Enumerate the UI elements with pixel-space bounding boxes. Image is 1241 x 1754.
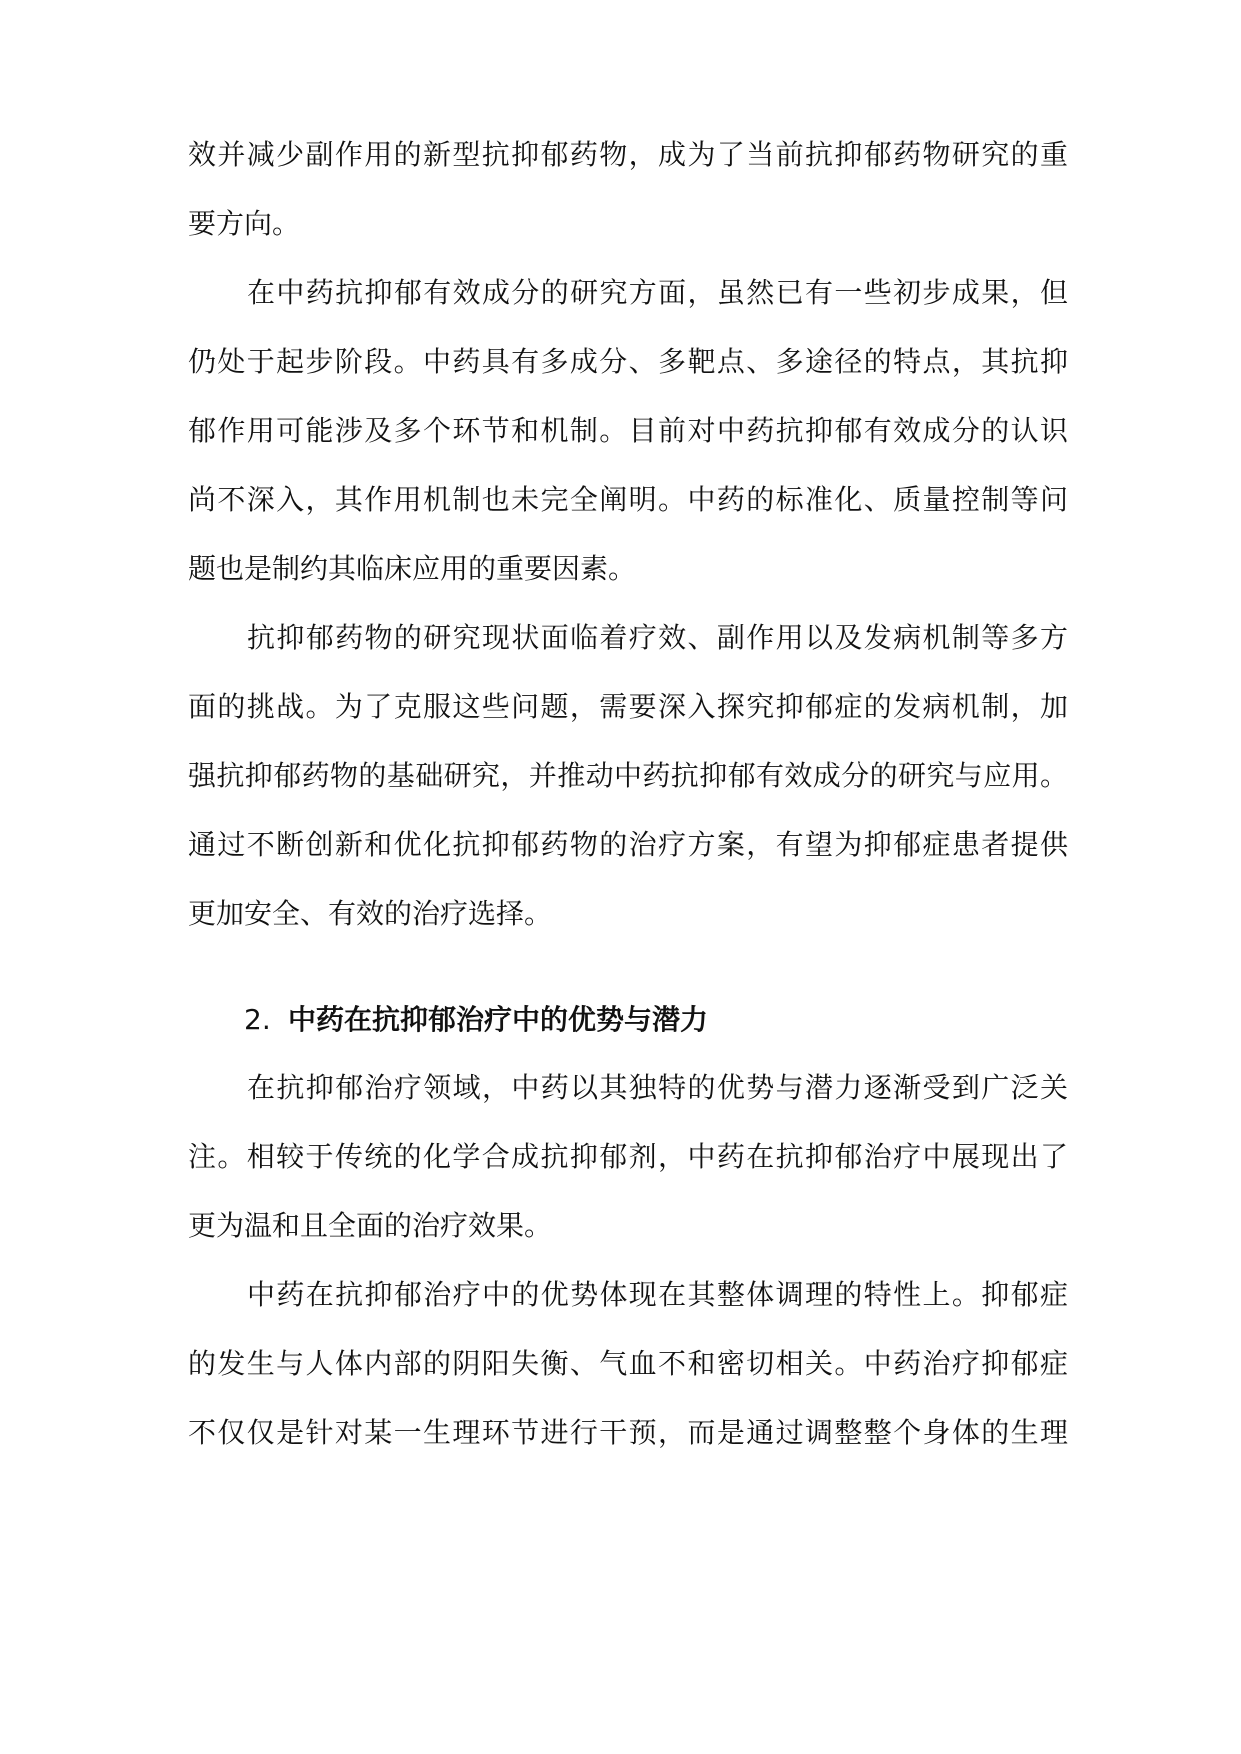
paragraph-line: 尚不深入，其作用机制也未完全阐明。中药的标准化、质量控制等问 [188, 483, 1068, 516]
paragraph-line: 面的挑战。为了克服这些问题，需要深入探究抑郁症的发病机制，加 [188, 690, 1068, 723]
paragraph-line: 题也是制约其临床应用的重要因素。 [188, 552, 637, 585]
paragraph-line: 更加安全、有效的治疗选择。 [188, 897, 553, 930]
paragraph-line: 效并减少副作用的新型抗抑郁药物，成为了当前抗抑郁药物研究的重 [188, 138, 1068, 171]
paragraph-line: 中药在抗抑郁治疗中的优势体现在其整体调理的特性上。抑郁症 [247, 1278, 1068, 1311]
paragraph-line: 的发生与人体内部的阴阳失衡、气血不和密切相关。中药治疗抑郁症 [188, 1347, 1068, 1380]
paragraph-line: 抗抑郁药物的研究现状面临着疗效、副作用以及发病机制等多方 [247, 621, 1068, 654]
paragraph-line: 在抗抑郁治疗领域，中药以其独特的优势与潜力逐渐受到广泛关 [247, 1071, 1068, 1104]
paragraph-line: 更为温和且全面的治疗效果。 [188, 1209, 553, 1242]
section-heading [244, 998, 944, 1042]
paragraph-line: 仍处于起步阶段。中药具有多成分、多靶点、多途径的特点，其抗抑 [188, 345, 1068, 378]
paragraph-line: 通过不断创新和优化抗抑郁药物的治疗方案，有望为抑郁症患者提供 [188, 828, 1068, 861]
paragraph-line: 在中药抗抑郁有效成分的研究方面，虽然已有一些初步成果，但 [247, 276, 1068, 309]
paragraph-line: 强抗抑郁药物的基础研究，并推动中药抗抑郁有效成分的研究与应用。 [188, 759, 1068, 792]
section-title: 中药在抗抑郁治疗中的优势与潜力 [288, 1003, 709, 1036]
paragraph-line: 要方向。 [188, 207, 301, 240]
paragraph-line: 郁作用可能涉及多个环节和机制。目前对中药抗抑郁有效成分的认识 [188, 414, 1068, 447]
paragraph-line: 不仅仅是针对某一生理环节进行干预，而是通过调整整个身体的生理 [188, 1416, 1068, 1449]
paragraph-line: 注。相较于传统的化学合成抗抑郁剂，中药在抗抑郁治疗中展现出了 [188, 1140, 1068, 1173]
section-number: 2. [244, 1003, 271, 1036]
